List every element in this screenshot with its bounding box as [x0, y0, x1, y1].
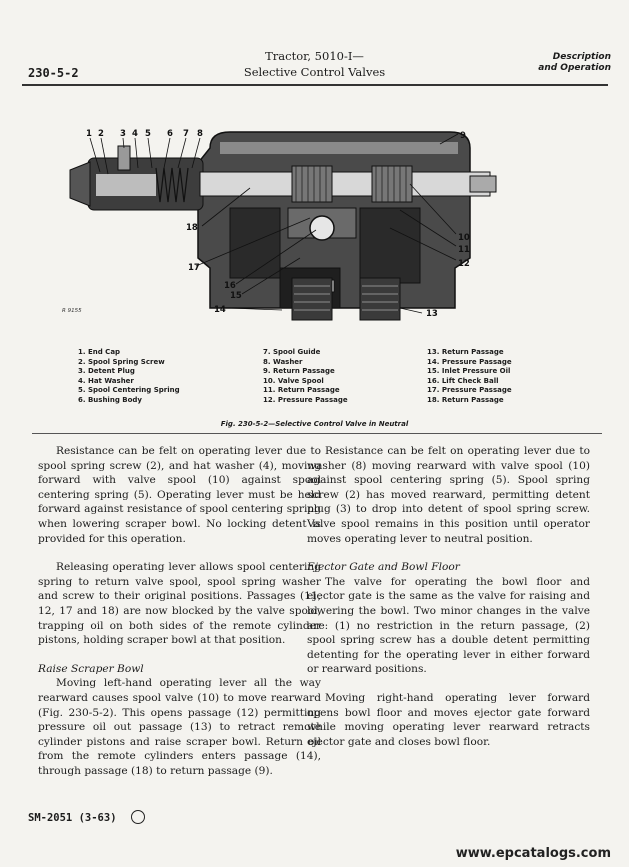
callout-10: 10: [458, 233, 470, 243]
legend-item: 3. Detent Plug: [78, 367, 135, 376]
paragraph: Moving right-hand operating lever forward opens bowl floor and moves ejector gate forward while moving operating lever rearward retracts ejector gate and closes bowl floor.: [307, 691, 590, 748]
legend-item: 17. Pressure Passage: [427, 386, 512, 395]
paragraph: Resistance can be felt on operating lever due to washer (8) moving rearward with valve spool (10) against spool centering spring (5). Spool spring screw (2) has moved rearward, permitting detent plug (3) to drop into detent of spool spring screw. Valve spool remains in this position until operator moves operating lever to neutral position.: [307, 445, 590, 545]
footer-code: [28, 812, 117, 824]
paragraph: Resistance can be felt on operating lever due to spool spring screw (2), and hat washer (4), moving forward with valve spool (10) against spool centering spring (5). Operating lever must be held forward against resistance of spool centering spring when lowering scraper bowl. No locking detent is provided for this operation.: [38, 445, 321, 545]
section-line-2: and Operation: [538, 63, 611, 73]
legend-item: 2. Spool Spring Screw: [78, 357, 165, 366]
paragraph: Releasing operating lever allows spool centering spring to return valve spool, spool spring washer and screw to their original positions. Passages (11, 12, 17 and 18) are now blocked by the valve spool, trapping oil on both sides of the remote cylinder pistons, holding scraper bowl at that position.: [38, 561, 321, 647]
legend-item: 10. Valve Spool: [263, 376, 324, 385]
caption-rule: [32, 433, 602, 434]
callout-3: 3: [120, 129, 126, 139]
legend-item: 12. Pressure Passage: [263, 395, 348, 404]
callouts-top: [86, 129, 203, 139]
callout-18: 18: [186, 223, 198, 233]
figure-caption: Fig. 230-5-2—Selective Control Valve in Neutral: [220, 420, 409, 428]
callout-6: 6: [167, 129, 173, 139]
right-text-column: [307, 444, 590, 763]
callout-13: 13: [426, 309, 438, 319]
callout-15: 15: [230, 291, 242, 301]
callout-12: 12: [458, 259, 470, 269]
valve-cutaway-illustration: [60, 118, 500, 333]
callout-7: 7: [183, 129, 189, 139]
section-label: [538, 52, 611, 74]
callout-11: 11: [458, 245, 470, 255]
callout-9: 9: [460, 131, 466, 141]
legend-column-1: [78, 348, 180, 406]
legend-item: 15. Inlet Pressure Oil: [427, 367, 511, 376]
legend-column-3: [427, 348, 512, 406]
left-text-column: [38, 444, 321, 792]
legend-item: 8. Washer: [263, 357, 303, 366]
paragraph: Moving left-hand operating lever all the way rearward causes spool valve (10) to move rearward (Fig. 230-5-2). This opens passage (12) permitting pressure oil out passage (13) to retract remote cylinder pistons and raise scraper bowl. Return oil from the remote cylinders enters passage (14), through passage (18) to return passage (9).: [38, 677, 321, 777]
section-heading: Raise Scraper Bowl: [38, 662, 144, 675]
section-heading: Ejector Gate and Bowl Floor: [307, 561, 460, 574]
legend-item: 5. Spool Centering Spring: [78, 386, 180, 395]
legend-item: 6. Bushing Body: [78, 395, 142, 404]
callout-5: 5: [145, 129, 151, 139]
title-line-2: Selective Control Valves: [243, 65, 386, 79]
callout-8: 8: [197, 129, 203, 139]
callout-2: 2: [98, 129, 104, 139]
deere-logo-icon: [131, 810, 145, 824]
legend-item: 18. Return Passage: [427, 395, 504, 404]
watermark-text: www.epcatalogs.com: [455, 846, 611, 861]
legend-item: 13. Return Passage: [427, 348, 504, 356]
page-number: 230-5-2: [28, 66, 79, 80]
header-rule: [22, 84, 608, 86]
callout-16: 16: [224, 281, 236, 291]
title-line-1: Tractor, 5010-I—: [265, 49, 364, 63]
legend-item: 11. Return Passage: [263, 386, 340, 395]
legend-item: 16. Lift Check Ball: [427, 376, 499, 385]
revision-date: (3-63): [78, 812, 117, 824]
plate-code: R 9155: [62, 308, 82, 314]
document-code: SM-2051: [28, 812, 73, 824]
callout-14: 14: [214, 305, 226, 315]
section-line-1: Description: [552, 52, 611, 62]
legend-item: 4. Hat Washer: [78, 376, 134, 385]
legend-item: 1. End Cap: [78, 348, 121, 356]
callout-1: 1: [86, 129, 92, 139]
legend-column-2: [263, 348, 348, 406]
callout-17: 17: [188, 263, 200, 273]
paragraph: The valve for operating the bowl floor and ejector gate is the same as the valve for raising and lowering the bowl. Two minor changes in the valve are: (1) no restriction in the return passage, (2) spool spring screw has a double detent permitting detenting for the operating lever in either forward or rearward positions.: [307, 575, 590, 676]
page-title: [0, 48, 629, 80]
legend-item: 7. Spool Guide: [263, 348, 321, 356]
callout-4: 4: [132, 129, 138, 139]
legend-item: 14. Pressure Passage: [427, 357, 512, 366]
legend-item: 9. Return Passage: [263, 367, 335, 376]
